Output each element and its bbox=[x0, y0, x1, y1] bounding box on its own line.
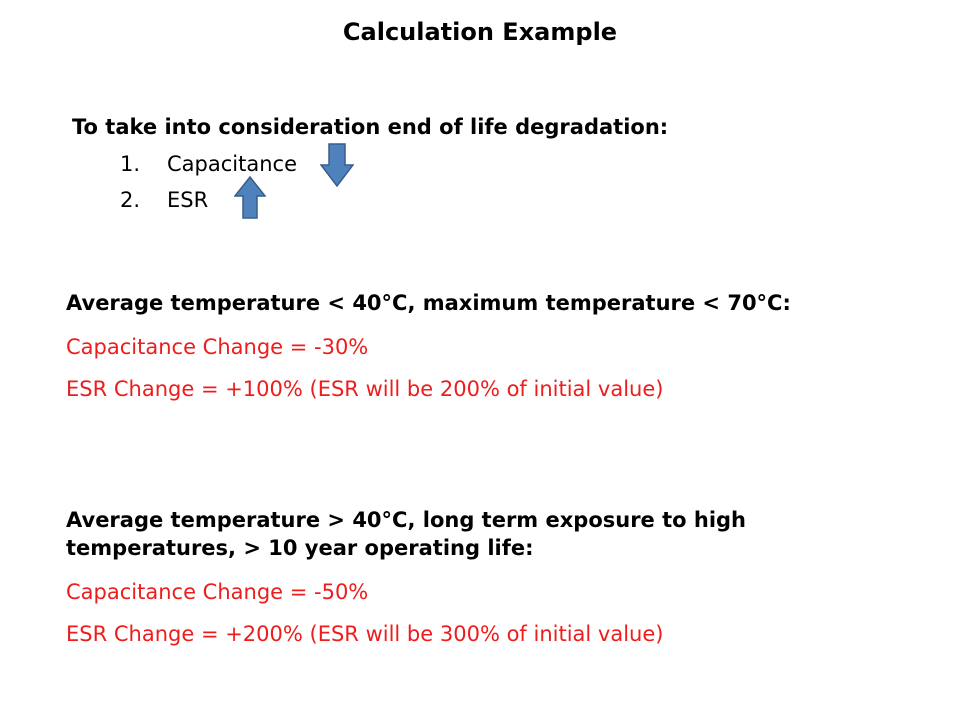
section-heading bbox=[66, 506, 746, 562]
list-item-esr bbox=[120, 186, 208, 214]
list-label: Capacitance bbox=[167, 152, 297, 176]
intro-text: To take into consideration end of life degradation: bbox=[72, 115, 669, 139]
list-label: ESR bbox=[167, 188, 209, 212]
capacitance-change-text: Capacitance Change = -50% bbox=[66, 580, 369, 604]
list-number: 1. bbox=[120, 152, 141, 176]
heading-line: Average temperature > 40°C, long term exposure to high bbox=[66, 508, 747, 532]
slide-title: Calculation Example bbox=[342, 18, 618, 46]
list-item-capacitance bbox=[120, 150, 297, 178]
list-number: 2. bbox=[120, 188, 141, 212]
heading-line: temperatures, > 10 year operating life: bbox=[66, 536, 534, 560]
esr-change-text: ESR Change = +100% (ESR will be 200% of initial value) bbox=[66, 377, 664, 401]
heading-line: Average temperature < 40°C, maximum temperature < 70°C: bbox=[66, 291, 791, 315]
capacitance-change-text: Capacitance Change = -30% bbox=[66, 335, 369, 359]
section-heading bbox=[66, 289, 791, 317]
up-arrow-icon bbox=[234, 176, 266, 219]
esr-change-text: ESR Change = +200% (ESR will be 300% of initial value) bbox=[66, 622, 664, 646]
down-arrow-icon bbox=[320, 143, 354, 187]
